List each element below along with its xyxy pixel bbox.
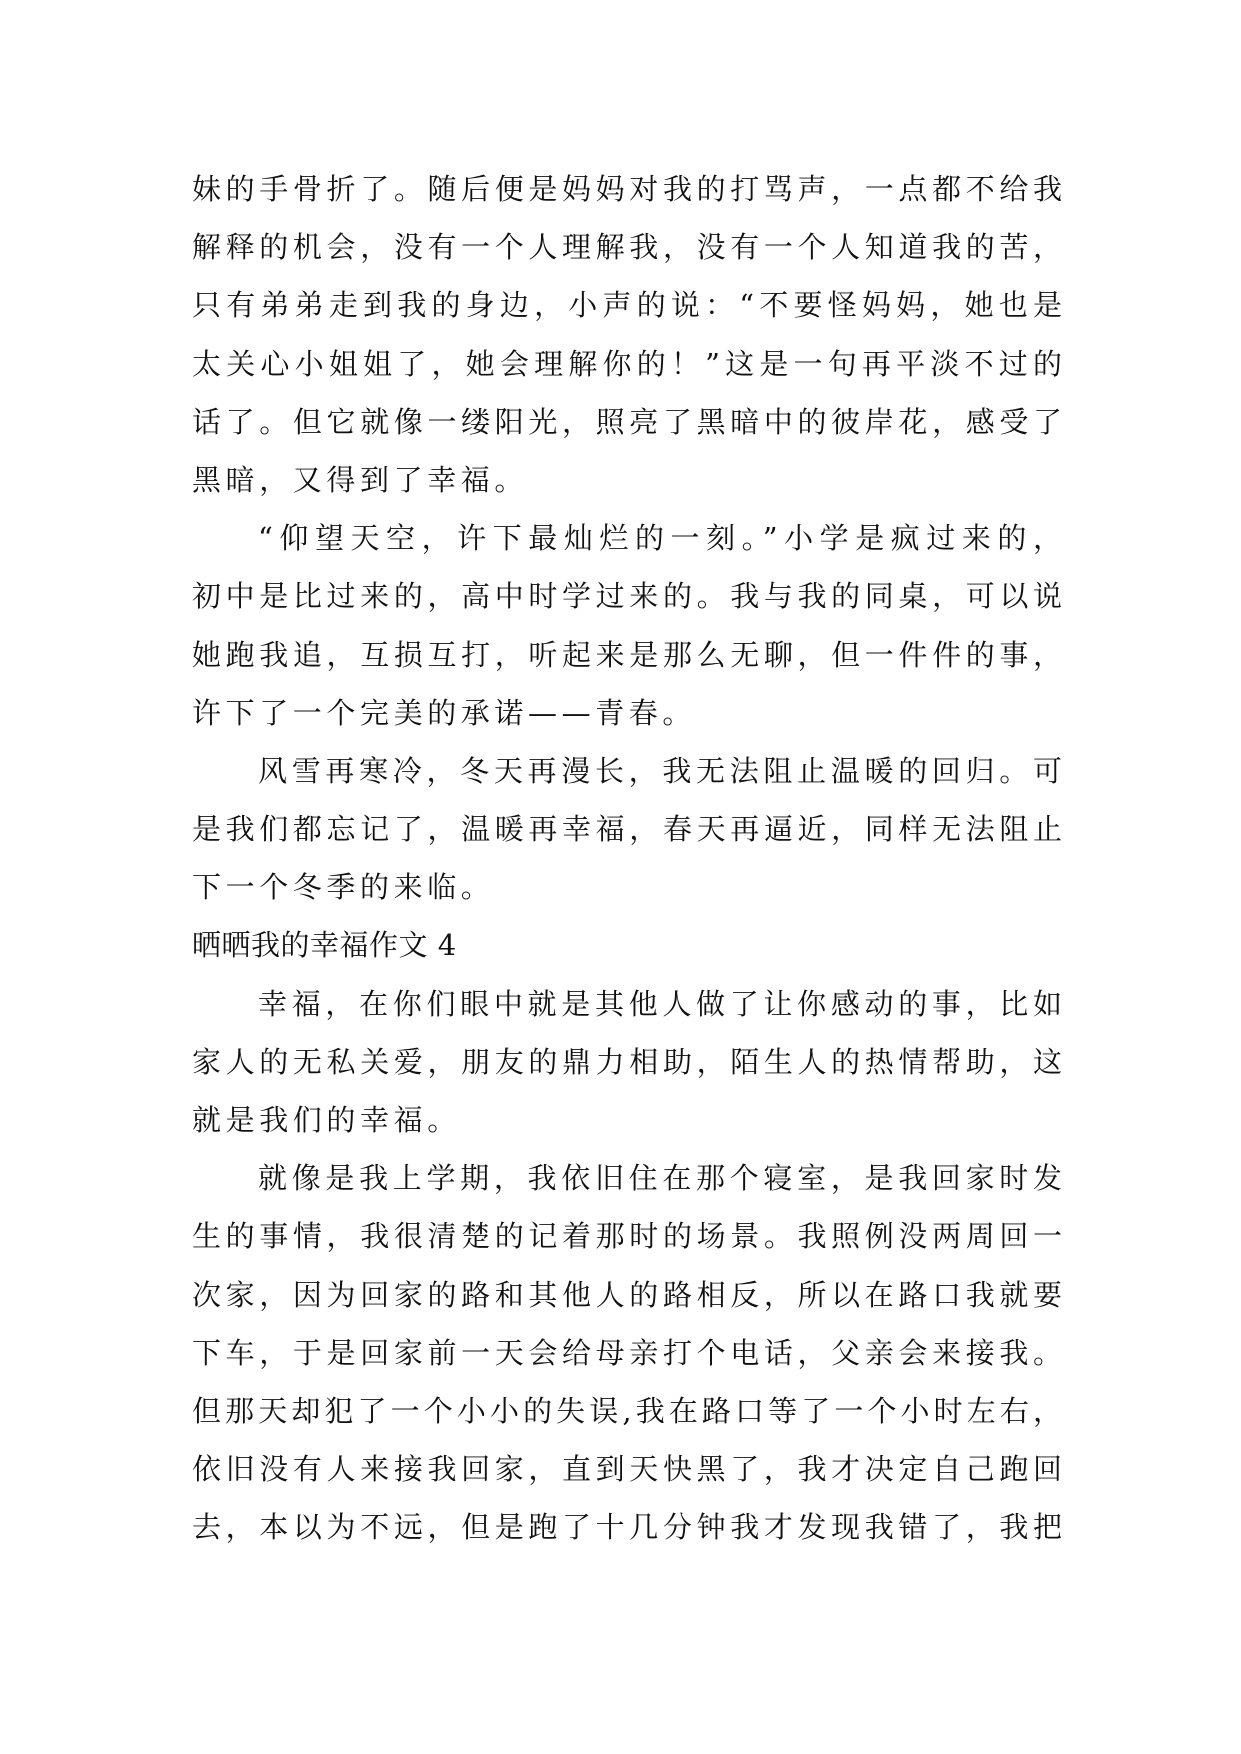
text-line: 家人的无私关爱，朋友的鼎力相助，陌生人的热情帮助，这: [192, 1044, 1062, 1079]
text-line: 次家，因为回家的路和其他人的路相反，所以在路口我就要: [192, 1277, 1062, 1312]
paragraph-first-line: 幸福，在你们眼中就是其他人做了让你感动的事，比如: [258, 986, 1062, 1021]
text-line: 只有弟弟走到我的身边，小声的说：“不要怪妈妈，她也是: [192, 288, 1062, 323]
text-line: 妹的手骨折了。随后便是妈妈对我的打骂声，一点都不给我: [192, 172, 1062, 206]
text-line: 就是我们的幸福。: [192, 1103, 461, 1137]
text-line: 下车，于是回家前一天会给母亲打个电话，父亲会来接我。: [192, 1335, 1062, 1370]
paragraph-first-line: 就像是我上学期，我依旧住在那个寝室，是我回家时发: [258, 1161, 1062, 1196]
text-line: 去，本以为不远，但是跑了十几分钟我才发现我错了，我把: [192, 1510, 1062, 1545]
text-line: 生的事情，我很清楚的记着那时的场景。我照例没两周回一: [192, 1219, 1062, 1254]
text-line: 是我们都忘记了，温暖再幸福，春天再逼近，同样无法阻止: [192, 812, 1062, 847]
text-line: 解释的机会，没有一个人理解我，没有一个人知道我的苦，: [192, 230, 1062, 265]
text-line: 依旧没有人来接我回家，直到天快黑了，我才决定自己跑回: [192, 1452, 1062, 1487]
text-line: 她跑我追，互损互打，听起来是那么无聊，但一件件的事，: [192, 637, 1062, 672]
text-line: 但那天却犯了一个小小的失误,我在路口等了一个小时左右，: [192, 1393, 1062, 1428]
paragraph-first-line: 风雪再寒冷，冬天再漫长，我无法阻止温暖的回归。可: [258, 753, 1062, 788]
section-heading: 晒晒我的幸福作文 4: [192, 928, 457, 963]
text-line: 话了。但它就像一缕阳光，照亮了黑暗中的彼岸花，感受了: [192, 404, 1062, 439]
paragraph-first-line: “仰望天空，许下最灿烂的一刻。”小学是疯过来的，: [258, 521, 1062, 556]
text-line: 太关心小姐姐了，她会理解你的！”这是一句再平淡不过的: [192, 346, 1062, 381]
essay-text: [192, 160, 1062, 1557]
text-line: 初中是比过来的，高中时学过来的。我与我的同桌，可以说: [192, 579, 1062, 614]
text-line: 许下了一个完美的承诺——青春。: [192, 695, 697, 730]
text-line: 下一个冬季的来临。: [192, 870, 495, 905]
text-line: 黑暗，又得到了幸福。: [192, 462, 529, 497]
